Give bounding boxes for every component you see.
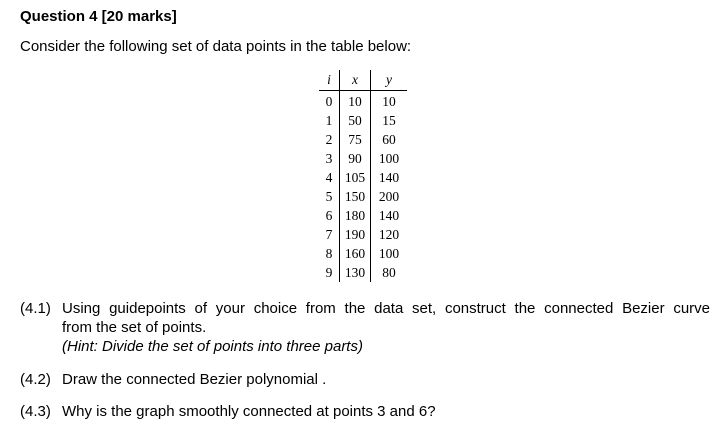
cell-y: 140 [371, 168, 408, 187]
cell-i: 2 [325, 132, 333, 147]
table-header-row [319, 70, 407, 91]
cell-y: 120 [371, 225, 408, 244]
table-row [319, 168, 407, 187]
cell-x: 10 [340, 91, 371, 112]
table-row [319, 91, 407, 112]
cell-i: 7 [325, 227, 333, 242]
cell-i: 4 [325, 170, 333, 185]
data-points-table [319, 70, 407, 282]
cell-y: 200 [371, 187, 408, 206]
table-row [319, 130, 407, 149]
column-header-y: y [371, 70, 408, 91]
cell-y: 15 [371, 111, 408, 130]
table-row [319, 244, 407, 263]
cell-x: 90 [340, 149, 371, 168]
cell-i: 6 [325, 208, 333, 223]
cell-y: 80 [371, 263, 408, 282]
cell-x: 130 [340, 263, 371, 282]
question-heading: Question 4 [20 marks] [20, 8, 177, 25]
cell-i: 0 [325, 94, 333, 109]
sub-question-number: (4.3) [20, 403, 51, 420]
column-header-i: i [319, 70, 340, 91]
cell-i: 1 [325, 113, 333, 128]
table-row [319, 263, 407, 282]
cell-y: 60 [371, 130, 408, 149]
cell-x: 160 [340, 244, 371, 263]
column-header-x: x [340, 70, 371, 91]
table-row [319, 111, 407, 130]
sub-question-text-line-1: Using guidepoints of your choice from the data set, construct the connected Bezier curve [62, 300, 710, 317]
sub-question-number: (4.1) [20, 300, 51, 317]
cell-i: 8 [325, 246, 333, 261]
cell-y: 140 [371, 206, 408, 225]
table-row [319, 149, 407, 168]
question-intro: Consider the following set of data points in the table below: [20, 38, 412, 55]
sub-question-number: (4.2) [20, 371, 51, 388]
cell-x: 180 [340, 206, 371, 225]
cell-x: 105 [340, 168, 371, 187]
sub-question-text-line-2: from the set of points. [62, 319, 207, 336]
table-row [319, 187, 407, 206]
sub-question-body [62, 299, 712, 356]
sub-question-text: Draw the connected Bezier polynomial . [62, 371, 327, 388]
cell-i: 9 [325, 265, 333, 280]
table-row [319, 225, 407, 244]
cell-y: 10 [371, 91, 408, 112]
cell-x: 75 [340, 130, 371, 149]
cell-x: 190 [340, 225, 371, 244]
cell-y: 100 [371, 149, 408, 168]
cell-y: 100 [371, 244, 408, 263]
cell-i: 5 [325, 189, 333, 204]
cell-i: 3 [325, 151, 333, 166]
cell-x: 150 [340, 187, 371, 206]
sub-question-text: Why is the graph smoothly connected at points 3 and 6? [62, 403, 436, 420]
cell-x: 50 [340, 111, 371, 130]
sub-question-hint: (Hint: Divide the set of points into three parts) [62, 338, 363, 355]
table-row [319, 206, 407, 225]
